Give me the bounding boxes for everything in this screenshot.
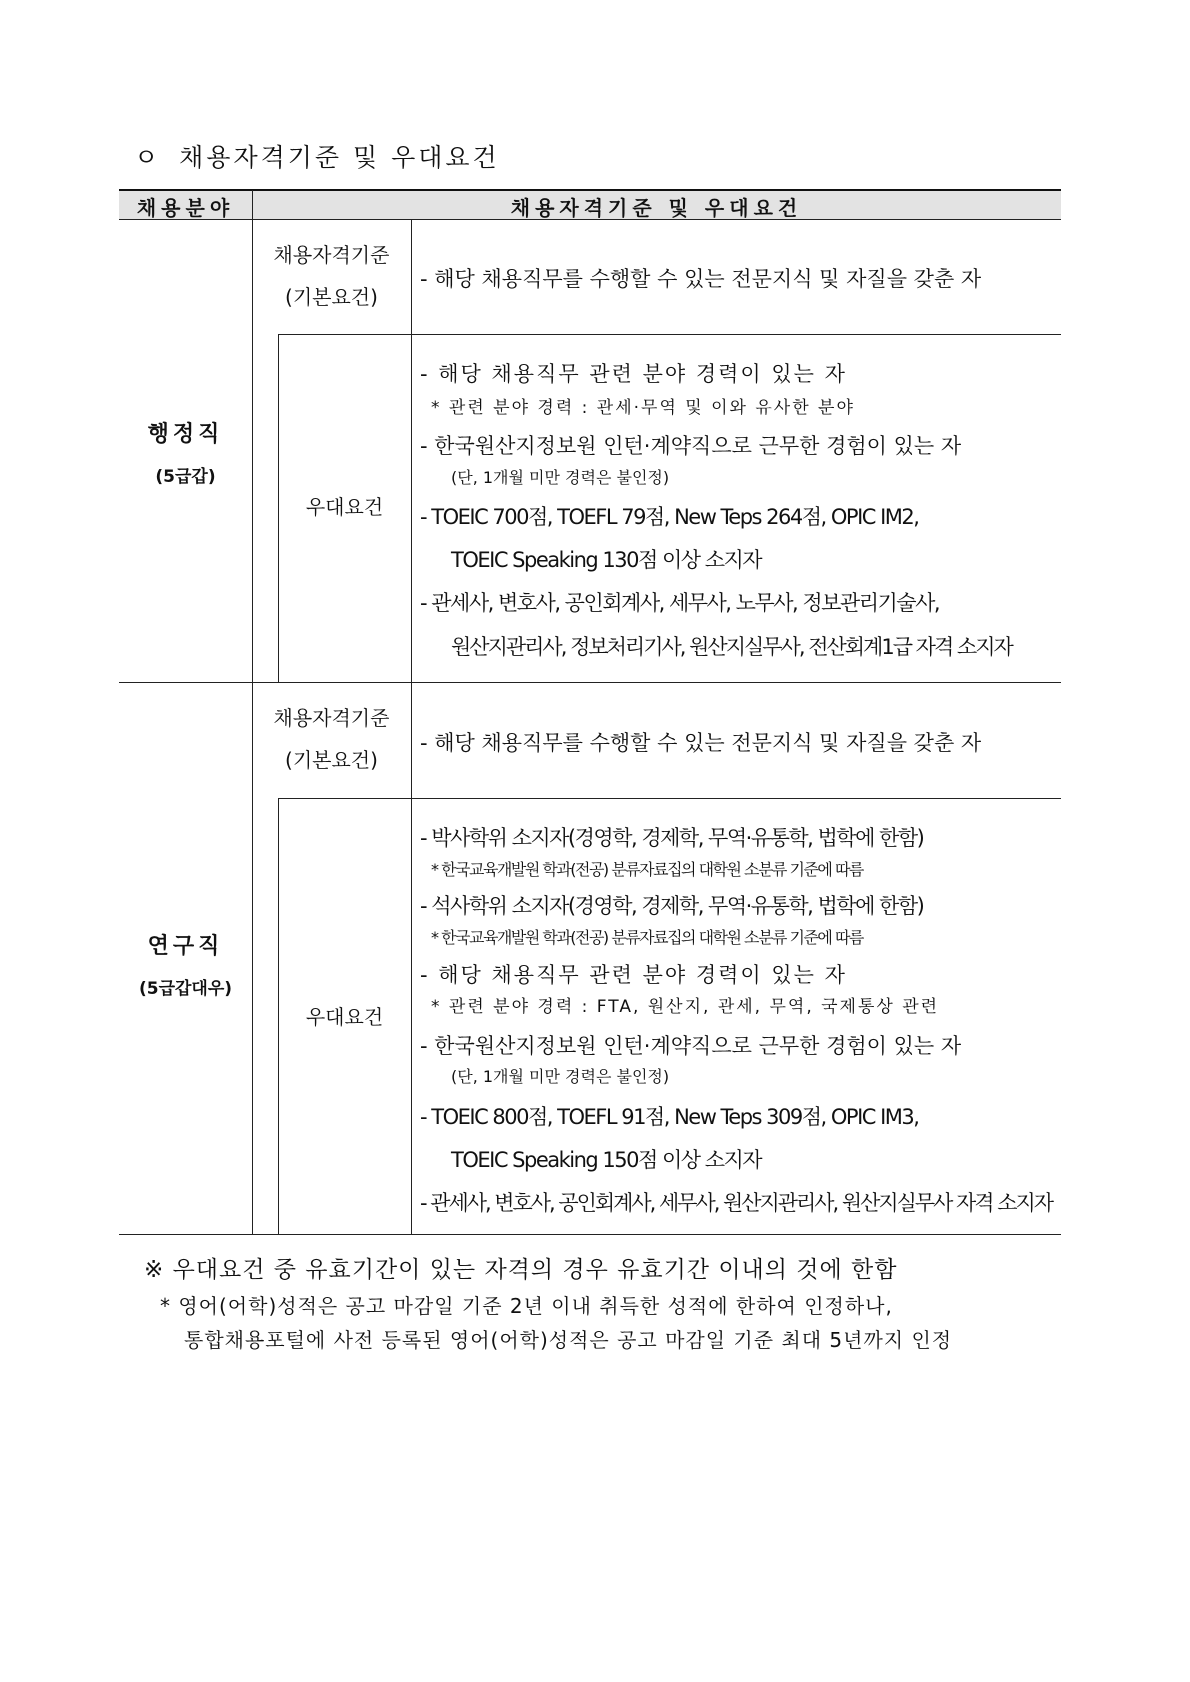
footnote-sub-line1: * 영어(어학)성적은 공고 마감일 기준 2년 이내 취득한 성적에 한하여 인정하나, [160, 1294, 893, 1318]
row-divider [119, 682, 1061, 683]
category-name-research: 연구직 [147, 934, 224, 959]
basic-label-admin-line2: (기본요건) [285, 285, 378, 309]
admin-basic-bottom-border [278, 334, 1061, 335]
research-basic-bottom-border [278, 798, 1061, 799]
preferred-note: (단, 1개월 미만 경력은 불인정) [451, 468, 670, 487]
preferred-line: 원산지관리사, 정보처리기사, 원산지실무사, 전산회계1급 자격 소지자 [451, 635, 1012, 659]
preferred-line: - TOEIC 700점, TOEFL 79점, New Teps 264점, OPIC IM2, [420, 505, 919, 529]
section-title [134, 138, 500, 174]
preferred-line: - 한국원산지정보원 인턴·계약직으로 근무한 경험이 있는 자 [420, 434, 962, 458]
basic-label-admin-line1: 채용자격기준 [273, 243, 390, 267]
preferred-note: * 관련 분야 경력 : FTA, 원산지, 관세, 무역, 국제통상 관련 [431, 997, 940, 1017]
preferred-note: * 한국교육개발원 학과(전공) 분류자료집의 대학원 소분류 기준에 따름 [431, 928, 863, 947]
basic-item-admin: - 해당 채용직무를 수행할 수 있는 전문지식 및 자질을 갖춘 자 [420, 267, 982, 291]
preferred-line: - 해당 채용직무 관련 분야 경력이 있는 자 [420, 963, 847, 987]
preferred-note: * 관련 분야 경력 : 관세·무역 및 이와 유사한 분야 [431, 398, 855, 418]
preferred-line: - 석사학위 소지자(경영학, 경제학, 무역·유통학, 법학에 한함) [420, 894, 924, 918]
footnote-main: ※ 우대요건 중 유효기간이 있는 자격의 경우 유효기간 이내의 것에 한함 [144, 1257, 898, 1283]
preferred-label-admin: 우대요건 [305, 495, 384, 519]
preferred-line: - TOEIC 800점, TOEFL 91점, New Teps 309점, OPIC IM3, [420, 1105, 919, 1129]
section-title-text: 채용자격기준 및 우대요건 [179, 143, 500, 172]
preferred-line: - 한국원산지정보원 인턴·계약직으로 근무한 경험이 있는 자 [420, 1034, 962, 1058]
bullet-marker: ㅇ [134, 143, 162, 172]
category-grade-admin: (5급갑) [155, 467, 216, 487]
preferred-line: TOEIC Speaking 130점 이상 소지자 [451, 548, 762, 572]
preferred-line: - 해당 채용직무 관련 분야 경력이 있는 자 [420, 362, 847, 386]
preferred-line: - 관세사, 변호사, 공인회계사, 세무사, 노무사, 정보관리기술사, [420, 591, 940, 615]
header-field: 채용분야 [136, 196, 235, 220]
content-column-divider [411, 219, 412, 1234]
preferred-label-research: 우대요건 [305, 1005, 384, 1029]
preferred-note: (단, 1개월 미만 경력은 불인정) [451, 1067, 670, 1086]
table-bottom-border [119, 1234, 1061, 1235]
footnote-sub-line2: 통합채용포털에 사전 등록된 영어(어학)성적은 공고 마감일 기준 최대 5년까지 인정 [184, 1328, 953, 1352]
table-top-border [119, 189, 1061, 191]
preferred-note: * 한국교육개발원 학과(전공) 분류자료집의 대학원 소분류 기준에 따름 [431, 860, 863, 879]
preferred-line: TOEIC Speaking 150점 이상 소지자 [451, 1148, 762, 1172]
category-grade-research: (5급갑대우) [138, 979, 233, 999]
category-name-admin: 행정직 [147, 422, 224, 447]
basic-label-research-line1: 채용자격기준 [273, 706, 390, 730]
preferred-line: - 관세사, 변호사, 공인회계사, 세무사, 원산지관리사, 원산지실무사 자격 소지자 [420, 1191, 1052, 1215]
basic-item-research: - 해당 채용직무를 수행할 수 있는 전문지식 및 자질을 갖춘 자 [420, 731, 982, 755]
header-criteria: 채용자격기준 및 우대요건 [510, 196, 803, 220]
preferred-line: - 박사학위 소지자(경영학, 경제학, 무역·유통학, 법학에 한함) [420, 826, 924, 850]
basic-label-research-line2: (기본요건) [285, 748, 378, 772]
